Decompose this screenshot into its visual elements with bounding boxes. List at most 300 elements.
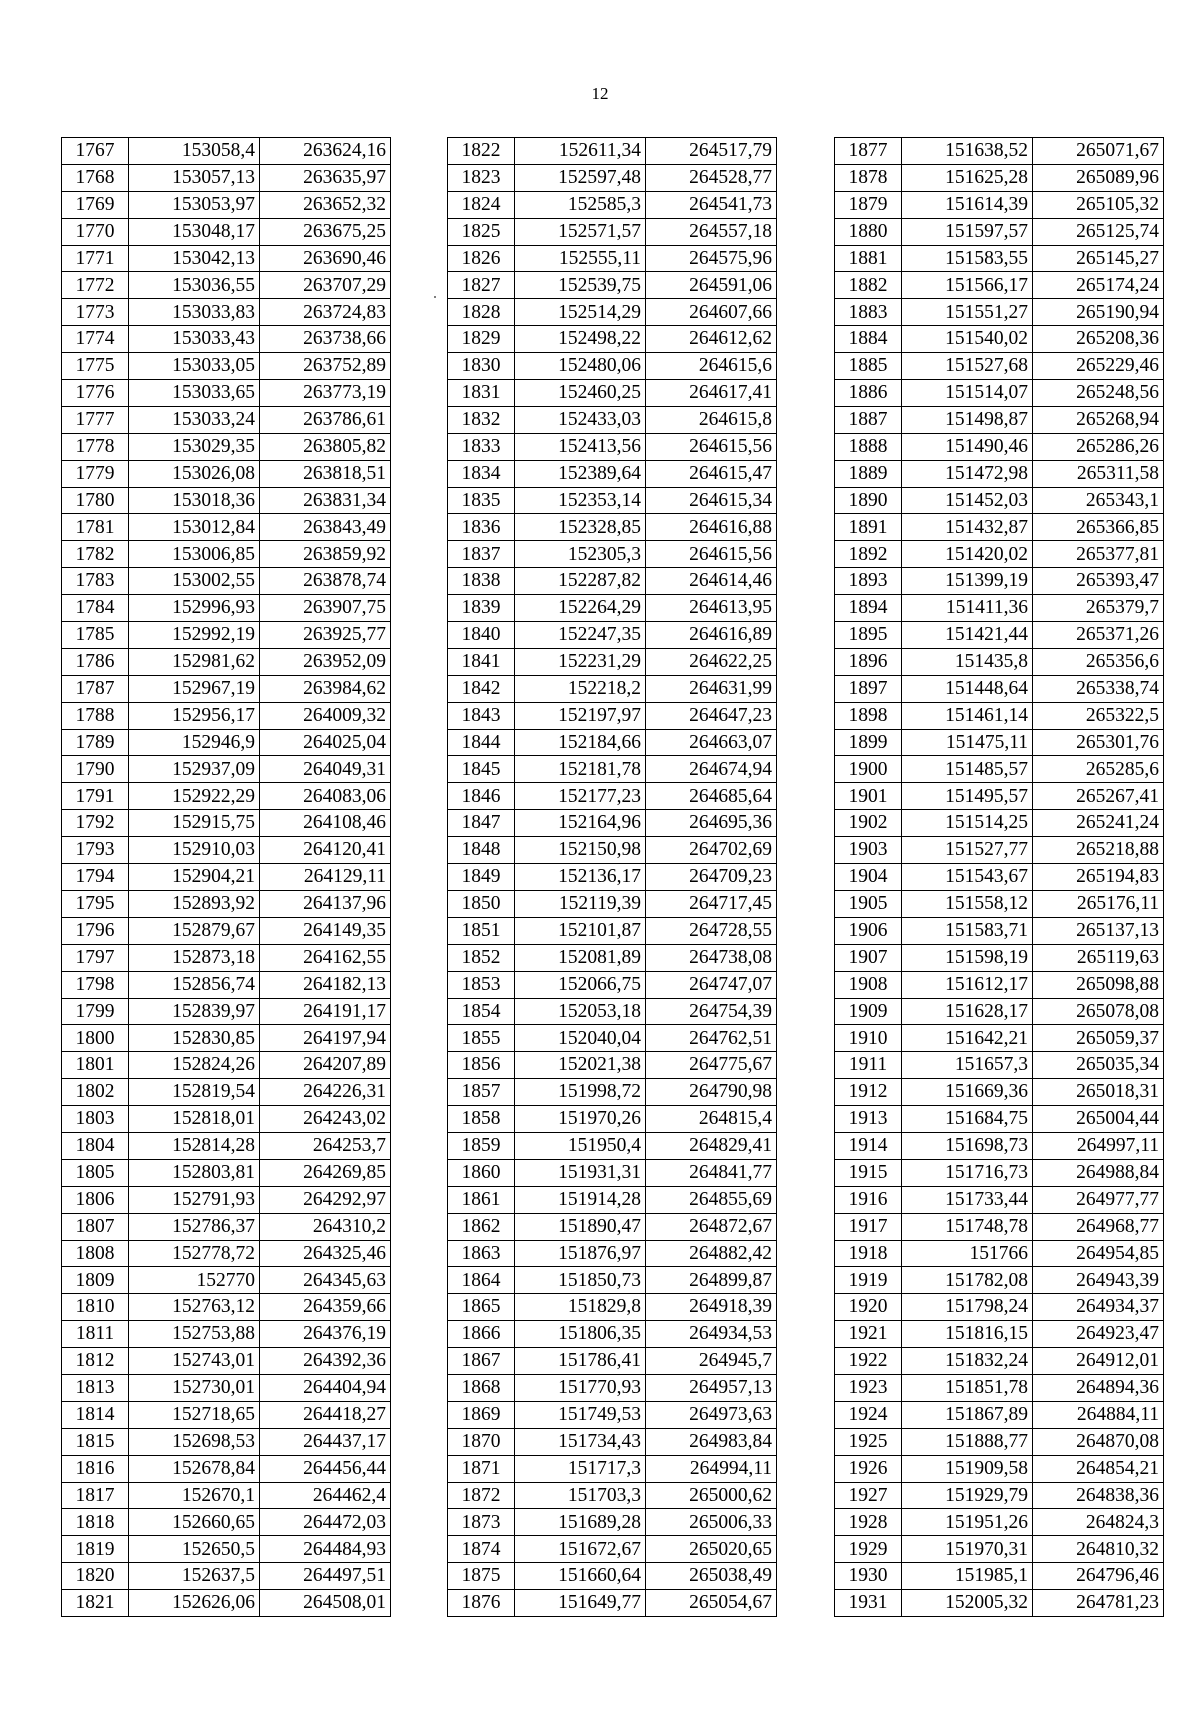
x-coordinate-cell: 152585,3 [515,191,646,218]
y-coordinate-cell: 264663,07 [646,729,777,756]
x-coordinate-cell: 151612,17 [902,971,1033,998]
table-row [835,541,1164,568]
x-coordinate-cell: 151566,17 [902,272,1033,299]
x-coordinate-cell: 152879,67 [129,917,260,944]
x-coordinate-cell: 151867,89 [902,1401,1033,1428]
x-coordinate-cell: 151435,8 [902,648,1033,675]
x-coordinate-cell: 151970,31 [902,1536,1033,1563]
table-row [62,917,391,944]
point-number-cell: 1914 [835,1132,902,1159]
point-number-cell: 1875 [448,1563,515,1590]
point-number-cell: 1816 [62,1455,129,1482]
point-number-cell: 1770 [62,218,129,245]
table-row [448,433,777,460]
x-coordinate-cell: 151448,64 [902,675,1033,702]
x-coordinate-cell: 152164,96 [515,810,646,837]
point-number-cell: 1790 [62,756,129,783]
y-coordinate-cell: 265366,85 [1033,514,1164,541]
x-coordinate-cell: 151583,55 [902,245,1033,272]
x-coordinate-cell: 151638,52 [902,138,1033,165]
y-coordinate-cell: 264197,94 [260,1025,391,1052]
x-coordinate-cell: 151832,24 [902,1348,1033,1375]
point-number-cell: 1867 [448,1348,515,1375]
x-coordinate-cell: 152101,87 [515,917,646,944]
y-coordinate-cell: 264392,36 [260,1348,391,1375]
point-number-cell: 1791 [62,783,129,810]
point-number-cell: 1843 [448,702,515,729]
y-coordinate-cell: 264009,32 [260,702,391,729]
y-coordinate-cell: 264613,95 [646,595,777,622]
table-row [448,675,777,702]
point-number-cell: 1773 [62,299,129,326]
point-number-cell: 1874 [448,1536,515,1563]
x-coordinate-cell: 152967,19 [129,675,260,702]
table-row [835,1482,1164,1509]
x-coordinate-cell: 151669,36 [902,1079,1033,1106]
y-coordinate-cell: 264083,06 [260,783,391,810]
table-row [448,138,777,165]
table-row [835,353,1164,380]
x-coordinate-cell: 153042,13 [129,245,260,272]
point-number-cell: 1864 [448,1267,515,1294]
x-coordinate-cell: 152660,65 [129,1509,260,1536]
x-coordinate-cell: 152946,9 [129,729,260,756]
table-row [62,1267,391,1294]
point-number-cell: 1859 [448,1132,515,1159]
x-coordinate-cell: 151951,26 [902,1509,1033,1536]
y-coordinate-cell: 264615,34 [646,487,777,514]
x-coordinate-cell: 151816,15 [902,1321,1033,1348]
y-coordinate-cell: 264226,31 [260,1079,391,1106]
table-row [448,1509,777,1536]
point-number-cell: 1927 [835,1482,902,1509]
table-row [835,1186,1164,1213]
point-number-cell: 1842 [448,675,515,702]
table-row [448,971,777,998]
x-coordinate-cell: 152197,97 [515,702,646,729]
y-coordinate-cell: 264614,46 [646,568,777,595]
y-coordinate-cell: 265301,76 [1033,729,1164,756]
table-row [62,487,391,514]
table-row [62,622,391,649]
point-number-cell: 1797 [62,944,129,971]
table-row [62,1563,391,1590]
table-row [835,810,1164,837]
table-row [448,1348,777,1375]
table-row [835,1079,1164,1106]
y-coordinate-cell: 264934,37 [1033,1294,1164,1321]
y-coordinate-cell: 265105,32 [1033,191,1164,218]
y-coordinate-cell: 265377,81 [1033,541,1164,568]
x-coordinate-cell: 151717,3 [515,1455,646,1482]
x-coordinate-cell: 151657,3 [902,1052,1033,1079]
point-number-cell: 1778 [62,433,129,460]
point-number-cell: 1784 [62,595,129,622]
table-row [62,138,391,165]
table-row [62,460,391,487]
table-row [448,1321,777,1348]
table-row [835,326,1164,353]
point-number-cell: 1812 [62,1348,129,1375]
table-row [62,1374,391,1401]
y-coordinate-cell: 264376,19 [260,1321,391,1348]
x-coordinate-cell: 151716,73 [902,1159,1033,1186]
y-coordinate-cell: 265311,58 [1033,460,1164,487]
point-number-cell: 1771 [62,245,129,272]
x-coordinate-cell: 151829,8 [515,1294,646,1321]
table-row [448,837,777,864]
point-number-cell: 1863 [448,1240,515,1267]
y-coordinate-cell: 264957,13 [646,1374,777,1401]
table-row [835,406,1164,433]
table-row [62,864,391,891]
x-coordinate-cell: 151970,26 [515,1106,646,1133]
point-number-cell: 1924 [835,1401,902,1428]
point-number-cell: 1785 [62,622,129,649]
x-coordinate-cell: 152819,54 [129,1079,260,1106]
table-row [448,380,777,407]
x-coordinate-cell: 151851,78 [902,1374,1033,1401]
scan-speck [434,296,436,298]
point-number-cell: 1904 [835,864,902,891]
y-coordinate-cell: 265125,74 [1033,218,1164,245]
table-row [62,299,391,326]
y-coordinate-cell: 264191,17 [260,998,391,1025]
table-row [448,541,777,568]
y-coordinate-cell: 263878,74 [260,568,391,595]
y-coordinate-cell: 265006,33 [646,1509,777,1536]
point-number-cell: 1845 [448,756,515,783]
y-coordinate-cell: 264622,25 [646,648,777,675]
x-coordinate-cell: 152040,04 [515,1025,646,1052]
x-coordinate-cell: 152893,92 [129,890,260,917]
point-number-cell: 1909 [835,998,902,1025]
table-row [448,1428,777,1455]
y-coordinate-cell: 264497,51 [260,1563,391,1590]
point-number-cell: 1878 [835,164,902,191]
table-row [448,622,777,649]
table-row [62,810,391,837]
table-row [62,191,391,218]
table-row [448,191,777,218]
point-number-cell: 1871 [448,1455,515,1482]
table-row [448,1025,777,1052]
coordinates-table-2 [447,137,777,1617]
table-row [62,406,391,433]
y-coordinate-cell: 263859,92 [260,541,391,568]
point-number-cell: 1818 [62,1509,129,1536]
point-number-cell: 1915 [835,1159,902,1186]
x-coordinate-cell: 151749,53 [515,1401,646,1428]
x-coordinate-cell: 151914,28 [515,1186,646,1213]
y-coordinate-cell: 264108,46 [260,810,391,837]
point-number-cell: 1821 [62,1590,129,1617]
x-coordinate-cell: 152460,25 [515,380,646,407]
table-row [835,944,1164,971]
table-row [835,1455,1164,1482]
y-coordinate-cell: 263786,61 [260,406,391,433]
point-number-cell: 1873 [448,1509,515,1536]
x-coordinate-cell: 151909,58 [902,1455,1033,1482]
x-coordinate-cell: 151684,75 [902,1106,1033,1133]
x-coordinate-cell: 151411,36 [902,595,1033,622]
point-number-cell: 1888 [835,433,902,460]
y-coordinate-cell: 265286,26 [1033,433,1164,460]
x-coordinate-cell: 152514,29 [515,299,646,326]
y-coordinate-cell: 264870,08 [1033,1428,1164,1455]
point-number-cell: 1846 [448,783,515,810]
point-number-cell: 1855 [448,1025,515,1052]
table-row [448,1590,777,1617]
x-coordinate-cell: 152353,14 [515,487,646,514]
point-number-cell: 1774 [62,326,129,353]
table-row [448,164,777,191]
x-coordinate-cell: 151583,71 [902,917,1033,944]
table-row [835,675,1164,702]
coordinates-table-3 [834,137,1164,1617]
x-coordinate-cell: 152053,18 [515,998,646,1025]
table-row [62,164,391,191]
point-number-cell: 1916 [835,1186,902,1213]
point-number-cell: 1844 [448,729,515,756]
point-number-cell: 1902 [835,810,902,837]
x-coordinate-cell: 151614,39 [902,191,1033,218]
point-number-cell: 1853 [448,971,515,998]
y-coordinate-cell: 264738,08 [646,944,777,971]
table-row [835,837,1164,864]
y-coordinate-cell: 264838,36 [1033,1482,1164,1509]
x-coordinate-cell: 151931,31 [515,1159,646,1186]
point-number-cell: 1851 [448,917,515,944]
y-coordinate-cell: 264325,46 [260,1240,391,1267]
x-coordinate-cell: 151461,14 [902,702,1033,729]
table-row [448,326,777,353]
y-coordinate-cell: 264508,01 [260,1590,391,1617]
point-number-cell: 1921 [835,1321,902,1348]
y-coordinate-cell: 264575,96 [646,245,777,272]
x-coordinate-cell: 153057,13 [129,164,260,191]
point-number-cell: 1889 [835,460,902,487]
x-coordinate-cell: 153026,08 [129,460,260,487]
y-coordinate-cell: 263818,51 [260,460,391,487]
x-coordinate-cell: 152763,12 [129,1294,260,1321]
y-coordinate-cell: 264437,17 [260,1428,391,1455]
y-coordinate-cell: 265059,37 [1033,1025,1164,1052]
table-row [448,783,777,810]
point-number-cell: 1776 [62,380,129,407]
x-coordinate-cell: 152231,29 [515,648,646,675]
table-row [62,568,391,595]
x-coordinate-cell: 152184,66 [515,729,646,756]
point-number-cell: 1923 [835,1374,902,1401]
x-coordinate-cell: 151890,47 [515,1213,646,1240]
x-coordinate-cell: 151798,24 [902,1294,1033,1321]
y-coordinate-cell: 264616,88 [646,514,777,541]
x-coordinate-cell: 151399,19 [902,568,1033,595]
table-row [835,1052,1164,1079]
table-row [448,1455,777,1482]
table-row [62,541,391,568]
y-coordinate-cell: 264855,69 [646,1186,777,1213]
point-number-cell: 1792 [62,810,129,837]
y-coordinate-cell: 265018,31 [1033,1079,1164,1106]
x-coordinate-cell: 151703,3 [515,1482,646,1509]
y-coordinate-cell: 265071,67 [1033,138,1164,165]
y-coordinate-cell: 264253,7 [260,1132,391,1159]
x-coordinate-cell: 153036,55 [129,272,260,299]
table-row [62,1455,391,1482]
x-coordinate-cell: 151642,21 [902,1025,1033,1052]
table-row [448,648,777,675]
table-row [835,1267,1164,1294]
x-coordinate-cell: 151888,77 [902,1428,1033,1455]
point-number-cell: 1903 [835,837,902,864]
table-row [448,810,777,837]
point-number-cell: 1877 [835,138,902,165]
x-coordinate-cell: 152753,88 [129,1321,260,1348]
y-coordinate-cell: 263752,89 [260,353,391,380]
table-row [62,702,391,729]
x-coordinate-cell: 151543,67 [902,864,1033,891]
table-row [835,487,1164,514]
point-number-cell: 1917 [835,1213,902,1240]
table-row [835,191,1164,218]
point-number-cell: 1856 [448,1052,515,1079]
table-row [448,864,777,891]
x-coordinate-cell: 151748,78 [902,1213,1033,1240]
x-coordinate-cell: 151929,79 [902,1482,1033,1509]
point-number-cell: 1900 [835,756,902,783]
table-row [448,1079,777,1106]
y-coordinate-cell: 264695,36 [646,810,777,837]
x-coordinate-cell: 151660,64 [515,1563,646,1590]
y-coordinate-cell: 264685,64 [646,783,777,810]
x-coordinate-cell: 152555,11 [515,245,646,272]
point-number-cell: 1920 [835,1294,902,1321]
y-coordinate-cell: 264484,93 [260,1536,391,1563]
point-number-cell: 1861 [448,1186,515,1213]
x-coordinate-cell: 151475,11 [902,729,1033,756]
x-coordinate-cell: 151597,57 [902,218,1033,245]
point-number-cell: 1800 [62,1025,129,1052]
table-row [448,595,777,622]
y-coordinate-cell: 263773,19 [260,380,391,407]
x-coordinate-cell: 152066,75 [515,971,646,998]
x-coordinate-cell: 152814,28 [129,1132,260,1159]
y-coordinate-cell: 264162,55 [260,944,391,971]
y-coordinate-cell: 263635,97 [260,164,391,191]
point-number-cell: 1835 [448,487,515,514]
table-row [835,1294,1164,1321]
y-coordinate-cell: 265004,44 [1033,1106,1164,1133]
table-row [835,272,1164,299]
x-coordinate-cell: 152181,78 [515,756,646,783]
point-number-cell: 1787 [62,675,129,702]
point-number-cell: 1872 [448,1482,515,1509]
x-coordinate-cell: 151540,02 [902,326,1033,353]
y-coordinate-cell: 264810,32 [1033,1536,1164,1563]
point-number-cell: 1890 [835,487,902,514]
point-number-cell: 1815 [62,1428,129,1455]
y-coordinate-cell: 265241,24 [1033,810,1164,837]
point-number-cell: 1894 [835,595,902,622]
x-coordinate-cell: 152005,32 [902,1590,1033,1617]
point-number-cell: 1908 [835,971,902,998]
table-row [448,353,777,380]
y-coordinate-cell: 264781,23 [1033,1590,1164,1617]
table-row [62,1321,391,1348]
x-coordinate-cell: 151766 [902,1240,1033,1267]
x-coordinate-cell: 151782,08 [902,1267,1033,1294]
y-coordinate-cell: 264728,55 [646,917,777,944]
x-coordinate-cell: 152218,2 [515,675,646,702]
y-coordinate-cell: 264269,85 [260,1159,391,1186]
point-number-cell: 1860 [448,1159,515,1186]
x-coordinate-cell: 151421,44 [902,622,1033,649]
x-coordinate-cell: 152910,03 [129,837,260,864]
y-coordinate-cell: 264418,27 [260,1401,391,1428]
y-coordinate-cell: 263675,25 [260,218,391,245]
table-row [62,890,391,917]
table-row [835,245,1164,272]
x-coordinate-cell: 153033,05 [129,353,260,380]
x-coordinate-cell: 152081,89 [515,944,646,971]
x-coordinate-cell: 151485,57 [902,756,1033,783]
table-row [835,702,1164,729]
x-coordinate-cell: 152413,56 [515,433,646,460]
point-number-cell: 1813 [62,1374,129,1401]
table-row [62,380,391,407]
point-number-cell: 1884 [835,326,902,353]
point-number-cell: 1912 [835,1079,902,1106]
table-row [62,729,391,756]
point-number-cell: 1822 [448,138,515,165]
table-row [835,1509,1164,1536]
x-coordinate-cell: 151514,07 [902,380,1033,407]
point-number-cell: 1922 [835,1348,902,1375]
point-number-cell: 1807 [62,1213,129,1240]
y-coordinate-cell: 264968,77 [1033,1213,1164,1240]
table-row [62,1428,391,1455]
y-coordinate-cell: 264120,41 [260,837,391,864]
y-coordinate-cell: 264129,11 [260,864,391,891]
table-row [835,998,1164,1025]
point-number-cell: 1879 [835,191,902,218]
x-coordinate-cell: 151733,44 [902,1186,1033,1213]
table-row [835,1132,1164,1159]
point-number-cell: 1886 [835,380,902,407]
x-coordinate-cell: 152389,64 [515,460,646,487]
y-coordinate-cell: 264983,84 [646,1428,777,1455]
table-row [448,1536,777,1563]
x-coordinate-cell: 151558,12 [902,890,1033,917]
x-coordinate-cell: 152498,22 [515,326,646,353]
point-number-cell: 1893 [835,568,902,595]
x-coordinate-cell: 152778,72 [129,1240,260,1267]
point-number-cell: 1876 [448,1590,515,1617]
x-coordinate-cell: 152956,17 [129,702,260,729]
y-coordinate-cell: 264872,67 [646,1213,777,1240]
x-coordinate-cell: 152637,5 [129,1563,260,1590]
y-coordinate-cell: 265218,88 [1033,837,1164,864]
point-number-cell: 1836 [448,514,515,541]
table-row [835,460,1164,487]
point-number-cell: 1804 [62,1132,129,1159]
y-coordinate-cell: 264747,07 [646,971,777,998]
point-number-cell: 1799 [62,998,129,1025]
point-number-cell: 1928 [835,1509,902,1536]
y-coordinate-cell: 264612,62 [646,326,777,353]
